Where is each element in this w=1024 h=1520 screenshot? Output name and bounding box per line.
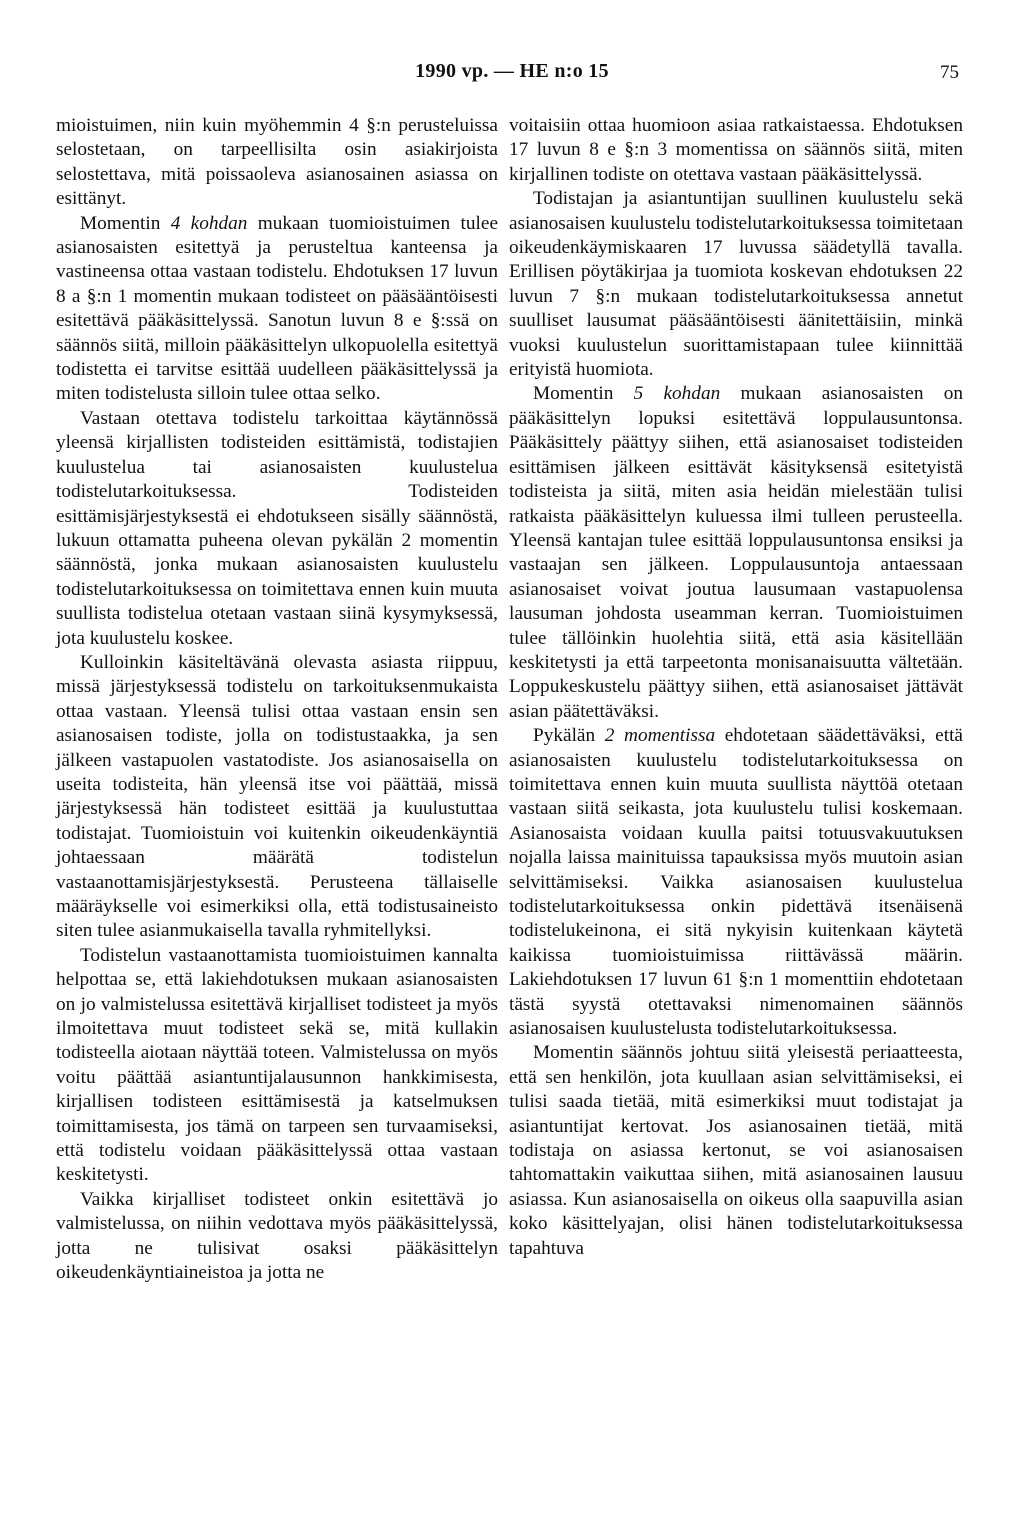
text-run: Pykälän — [533, 725, 605, 747]
page-header — [0, 60, 1024, 90]
paragraph — [56, 407, 498, 651]
text-run: Kulloinkin käsiteltävänä olevasta asiasta riippuu, missä järjestyksessä todistelu on tarkoituksenmukaista ottaa vastaan. Yleensä tulisi ottaa vastaan ensin sen asianosaisen todiste, jolla on todistustaakka, ja sen jälkeen vastapuolen vastatodiste. Jos asianosaisella on useita todisteita, hän yleensä itse voi päättää, missä järjestyksessä hän todisteet esittää ja kuulustuttaa todistajat. Tuomioistuin voi kuitenkin oikeudenkäyntiä johtaessaan määrätä todistelun vastaanottamisjärjestyksestä. Perusteena tällaiselle määräykselle voi esimerkiksi olla, että todistusaineisto siten tulee asianmukaisella tavalla ryhmitellyksi. — [56, 651, 498, 942]
right-text-column — [509, 114, 963, 1261]
paragraph — [56, 651, 498, 944]
italic-text-run: 4 kohdan — [170, 212, 248, 234]
paragraph — [56, 114, 498, 212]
paragraph — [56, 212, 498, 407]
paragraph — [509, 187, 963, 382]
text-run: Vaikka kirjalliset todisteet onkin esitettävä jo valmistelussa, on niihin vedottava myös pääkäsittelyssä, jotta ne tulisivat osaksi pääkäsittelyn oikeudenkäyntiaineistoa ja jotta ne — [56, 1188, 498, 1284]
text-run: ehdotetaan säädettäväksi, että asianosaisten kuulustelu todistelutarkoituksessa on toimitettava ennen kuin muuta suullista näyttöä otetaan vastaan siitä seikasta, jota kuulustelu tulisi koskemaan. Asianosaista voidaan kuulla paitsi totuusvakuutuksen nojalla laissa mainituissa tapauksissa myös muutoin asian selvittämiseksi. Vaikka asianosaisen kuulustelua todistelutarkoituksessa onkin pidettävä itsenäisenä todistelukeinona, ei sitä nykyisin kuitenkaan käytetä kaikissa tuomioistuimissa riittävässä määrin. Lakiehdotuksen 17 luvun 61 §:n 1 momenttiin ehdotetaan tästä syystä otettavaksi nimenomainen säännös asianosaisen kuulustelusta todistelutarkoituksessa. — [509, 725, 963, 1040]
text-run: Todistelun vastaanottamista tuomioistuimen kannalta helpottaa se, että lakiehdotuksen mukaan asianosaisten on jo valmistelussa esitettävä kirjalliset todisteet ja myös ilmoitettava muut todisteet sekä se, mitä kullakin todisteella aiotaan näyttää toteen. Valmistelussa on myös voitu päättää asiantuntijalausunnon hankkimisesta, kirjallisen todisteen esittämisestä ja katselmuksen toimittamisesta, jos tämä on tarpeen sen turvaamiseksi, että todistelu voidaan pääkäsittelyssä ottaa vastaan keskitetysti. — [56, 944, 498, 1186]
text-run: voitaisiin ottaa huomioon asiaa ratkaistaessa. Ehdotuksen 17 luvun 8 e §:n 3 momentissa on säännös siitä, miten kirjallinen todiste on otettava vastaan pääkäsittelyssä. — [509, 115, 963, 185]
text-run: mioistuimen, niin kuin myöhemmin 4 §:n perusteluissa selostetaan, on tarpeellisilta osin asiakirjoista selostettava, mitä poissaoleva asianosainen asiassa on esittänyt. — [56, 115, 498, 210]
text-run: Momentin säännös johtuu siitä yleisestä periaatteesta, että sen henkilön, jota kuullaan asian selvittämiseksi, ei tulisi saada tietää, mitä esimerkiksi muut todistajat ja asiantuntijat kertovat. Jos asianosainen tietää, mitä todistaja on asiassa kertonut, se voi asianosaisen tahtomattakin vaikuttaa siihen, mitä asianosainen lausuu asiassa. Kun asianosaisella on oikeus olla saapuvilla asian koko käsittelyajan, olisi hänen todistelutarkoituksessa tapahtuva — [509, 1042, 963, 1259]
text-run: Todistajan ja asiantuntijan suullinen kuulustelu sekä asianosaisen kuulustelu todistelutarkoituksessa toimitetaan oikeudenkäymiskaaren 17 luvussa säädetyllä tavalla. Erillisen pöytäkirjaa ja tuomiota koskevan ehdotuksen 22 luvun 7 §:n mukaan todistelutarkoituksessa annetut suulliset lausumat pääsääntöisesti äänitettäisiin, minkä vuoksi kuulustelun suorittamistapaan tulee kiinnittää erityistä huomiota. — [509, 188, 963, 381]
text-run: mukaan tuomioistuimen tulee asianosaisten esitettyä ja perusteltua kanteensa ja vastineensa ottaa vastaan todistelu. Ehdotuksen 17 luvun 8 a §:n 1 momentin mukaan todisteet on pääsääntöisesti esitettävä pääkäsittelyssä. Sanotun luvun 8 e §:ssä on säännös siitä, milloin pääkäsittelyn ulkopuolella esitettyä todistetta ei tarvitse esittää uudelleen pääkäsittelyssä ja miten todistelusta silloin tulee ottaa selko. — [56, 212, 499, 405]
text-run: Momentin — [533, 383, 634, 405]
paragraph — [509, 114, 963, 187]
paragraph — [509, 382, 963, 724]
text-run: Vastaan otettava todistelu tarkoittaa käytännössä yleensä kirjallisten todisteiden esittämistä, todistajien kuulustelua tai asianosaisten kuulustelua todistelutarkoituksessa. Todisteiden esittämisjärjestyksestä ei ehdotukseen sisälly säännöstä, lukuun ottamatta puheena olevan pykälän 2 momentin säännöstä, jonka mukaan asianosaisten kuulustelu todistelutarkoituksessa on toimitettava ennen kuin muuta suullista todistelua otetaan vastaan siinä kysymyksessä, jota kuulustelu koskee. — [56, 407, 498, 649]
left-text-column — [56, 114, 498, 1286]
paragraph — [509, 1041, 963, 1261]
text-run: Momentin — [80, 212, 171, 234]
italic-text-run: 5 kohdan — [633, 383, 721, 405]
italic-text-run: 2 momentissa — [604, 725, 716, 747]
paragraph — [56, 944, 498, 1188]
running-header-title: 1990 vp. — HE n:o 15 — [415, 60, 609, 82]
text-run: mukaan asianosaisten on pääkäsittelyn lopuksi esitettävä loppulausuntonsa. Pääkäsittely päättyy siihen, että asianosaiset todisteiden esittämisen jälkeen esittävät käsityksensä esitetyistä todisteista ja siitä, miten asia heidän mielestään tulisi ratkaista pääkäsittelyn kuluessa ilmi tulleen perusteella. Yleensä kantajan tulee esittää loppulausuntonsa ensiksi ja vastaajan sen jälkeen. Loppulausuntoja antaessaan asianosaiset voivat joutua lausumaan vastapuolensa lausuman johdosta useamman kerran. Tuomioistuimen tulee tällöinkin huolehtia siitä, että asia käsitellään keskitetysti ja että tarpeetonta monisanaisuutta vältetään. Loppukeskustelu päättyy siihen, että asianosaiset jättävät asian päätettäväksi. — [509, 383, 964, 722]
paragraph — [509, 724, 963, 1041]
paragraph — [56, 1188, 498, 1286]
page-number: 75 — [940, 62, 959, 83]
